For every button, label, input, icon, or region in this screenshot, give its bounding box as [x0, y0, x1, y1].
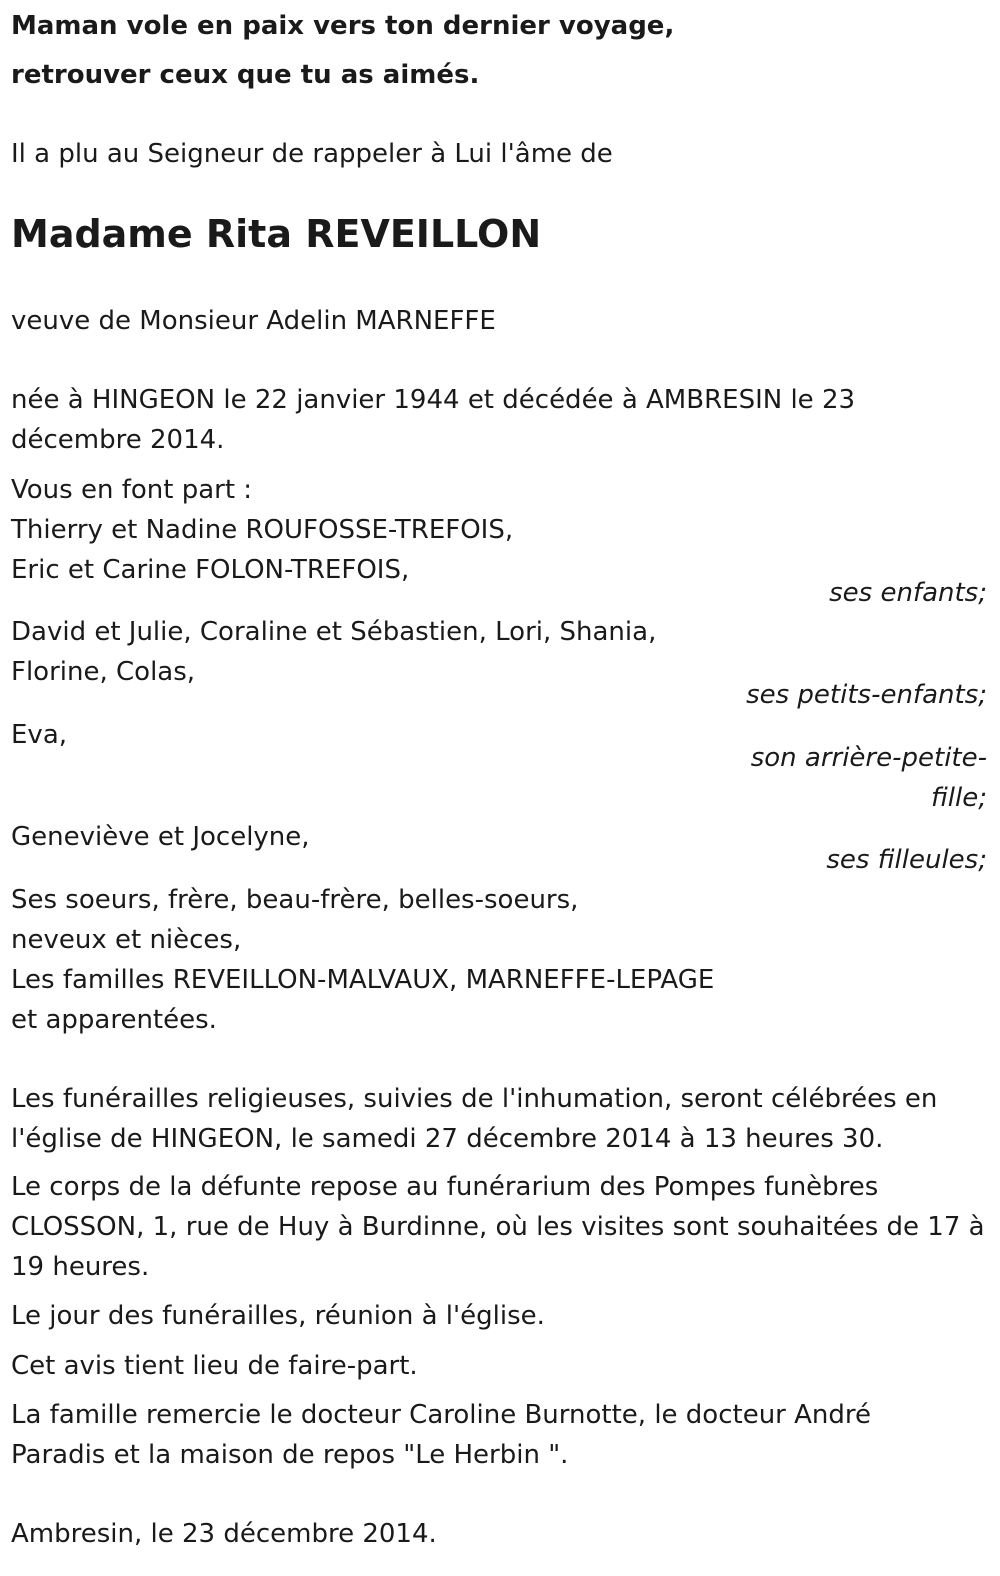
place-date: Ambresin, le 23 décembre 2014.: [11, 1519, 437, 1549]
thanks-line-2: Paradis et la maison de repos "Le Herbin ".: [11, 1440, 569, 1470]
funeral-line-1: Les funérailles religieuses, suivies de l'inhumation, seront célébrées en: [11, 1084, 938, 1114]
birth-death-line-1: née à HINGEON le 22 janvier 1944 et décédée à AMBRESIN le 23: [11, 385, 856, 415]
family-line-1: Ses soeurs, frère, beau-frère, belles-soeurs,: [11, 885, 579, 915]
great-grandchild-relation-line-2: fille;: [931, 783, 987, 813]
grandchildren-line-1: David et Julie, Coraline et Sébastien, Lori, Shania,: [11, 617, 657, 647]
notice-text: Cet avis tient lieu de faire-part.: [11, 1351, 418, 1381]
meeting-text: Le jour des funérailles, réunion à l'église.: [11, 1301, 545, 1331]
repose-line-2: CLOSSON, 1, rue de Huy à Burdinne, où les visites sont souhaitées de 17 à: [11, 1212, 985, 1242]
great-grandchild-line-1: Eva,: [11, 720, 68, 750]
intro-text: Il a plu au Seigneur de rappeler à Lui l'âme de: [11, 139, 613, 169]
epitaph-line-2: retrouver ceux que tu as aimés.: [11, 60, 480, 90]
goddaughters-line-1: Geneviève et Jocelyne,: [11, 822, 310, 852]
children-line-2: Eric et Carine FOLON-TREFOIS,: [11, 555, 410, 585]
family-line-4: et apparentées.: [11, 1005, 217, 1035]
family-line-3: Les familles REVEILLON-MALVAUX, MARNEFFE-LEPAGE: [11, 965, 715, 995]
announcers-intro: Vous en font part :: [11, 475, 253, 505]
deceased-name: Madame Rita REVEILLON: [11, 212, 542, 256]
children-line-1: Thierry et Nadine ROUFOSSE-TREFOIS,: [11, 515, 514, 545]
grandchildren-line-2: Florine, Colas,: [11, 657, 196, 687]
great-grandchild-relation-line-1: son arrière-petite-: [750, 743, 987, 773]
epitaph-line-1: Maman vole en paix vers ton dernier voyage,: [11, 11, 675, 41]
goddaughters-relation: ses filleules;: [826, 845, 987, 875]
grandchildren-relation: ses petits-enfants;: [746, 680, 987, 710]
children-relation: ses enfants;: [829, 578, 987, 608]
family-line-2: neveux et nièces,: [11, 925, 242, 955]
thanks-line-1: La famille remercie le docteur Caroline Burnotte, le docteur André: [11, 1400, 872, 1430]
repose-line-3: 19 heures.: [11, 1252, 150, 1282]
repose-line-1: Le corps de la défunte repose au funérarium des Pompes funèbres: [11, 1172, 879, 1202]
funeral-line-2: l'église de HINGEON, le samedi 27 décembre 2014 à 13 heures 30.: [11, 1124, 884, 1154]
widow-of: veuve de Monsieur Adelin MARNEFFE: [11, 306, 496, 336]
birth-death-line-2: décembre 2014.: [11, 425, 225, 455]
